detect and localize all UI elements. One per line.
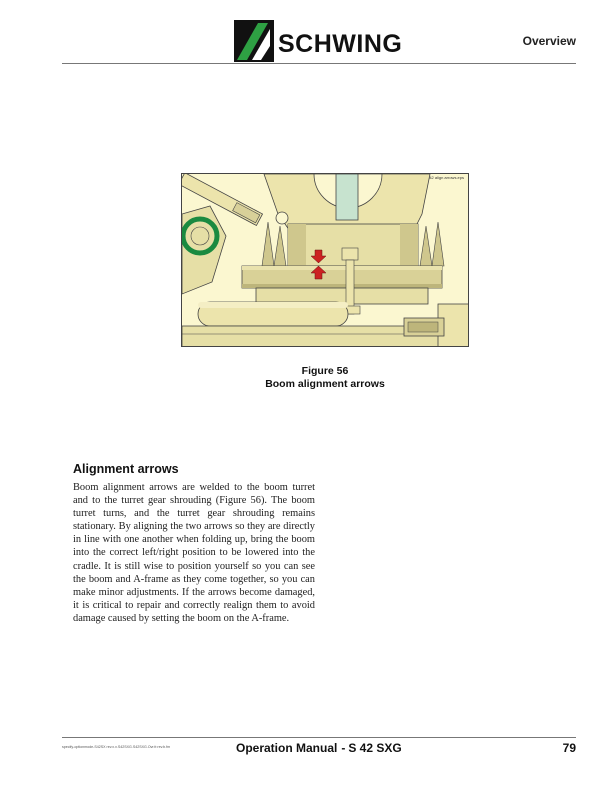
- header-divider: [62, 63, 576, 64]
- brand-name: SCHWING: [278, 30, 403, 58]
- page-number: 79: [562, 741, 576, 755]
- footer-doc-path: specify-optionmode-S42SX rev.x.x.S42SXG.S42SXG.Ovr.fr.rev.b.fm: [62, 745, 171, 749]
- figure-file-tag: 42 align arrows.eps: [429, 175, 464, 180]
- footer-manual-title: [236, 741, 402, 755]
- boom-alignment-figure: [181, 173, 469, 347]
- section-body: Boom alignment arrows are welded to the boom turret and to the turret gear shrouding (Figure 56). The boom turret turns, and the turret gear shrouding remains stationary. By aligning the two arrows so they are directly in line with one another when folding up, bring the boom into the correct left/right position to be lowered into the cradle. It is still wise to position yourself so you can see the boom and A-frame as they come together, so you can make minor adjustments. If the arrows become damaged, it is critical to repair and correctly realign them to avoid damage caused by setting the boom on the A-frame.: [73, 482, 315, 624]
- figure-caption-title: Boom alignment arrows: [265, 378, 385, 390]
- schwing-logo-mark-icon: [234, 20, 274, 62]
- figure-caption-number: Figure 56: [301, 365, 349, 377]
- section-heading: Alignment arrows: [73, 462, 179, 476]
- section-label: Overview: [522, 34, 576, 48]
- model-name: S 42 SXG: [348, 741, 402, 755]
- boom-turret-illustration: [182, 174, 469, 347]
- manual-title: Operation Manual: [236, 741, 338, 755]
- footer-divider: [62, 737, 576, 738]
- schwing-logo: [234, 20, 403, 64]
- title-separator: -: [341, 741, 346, 755]
